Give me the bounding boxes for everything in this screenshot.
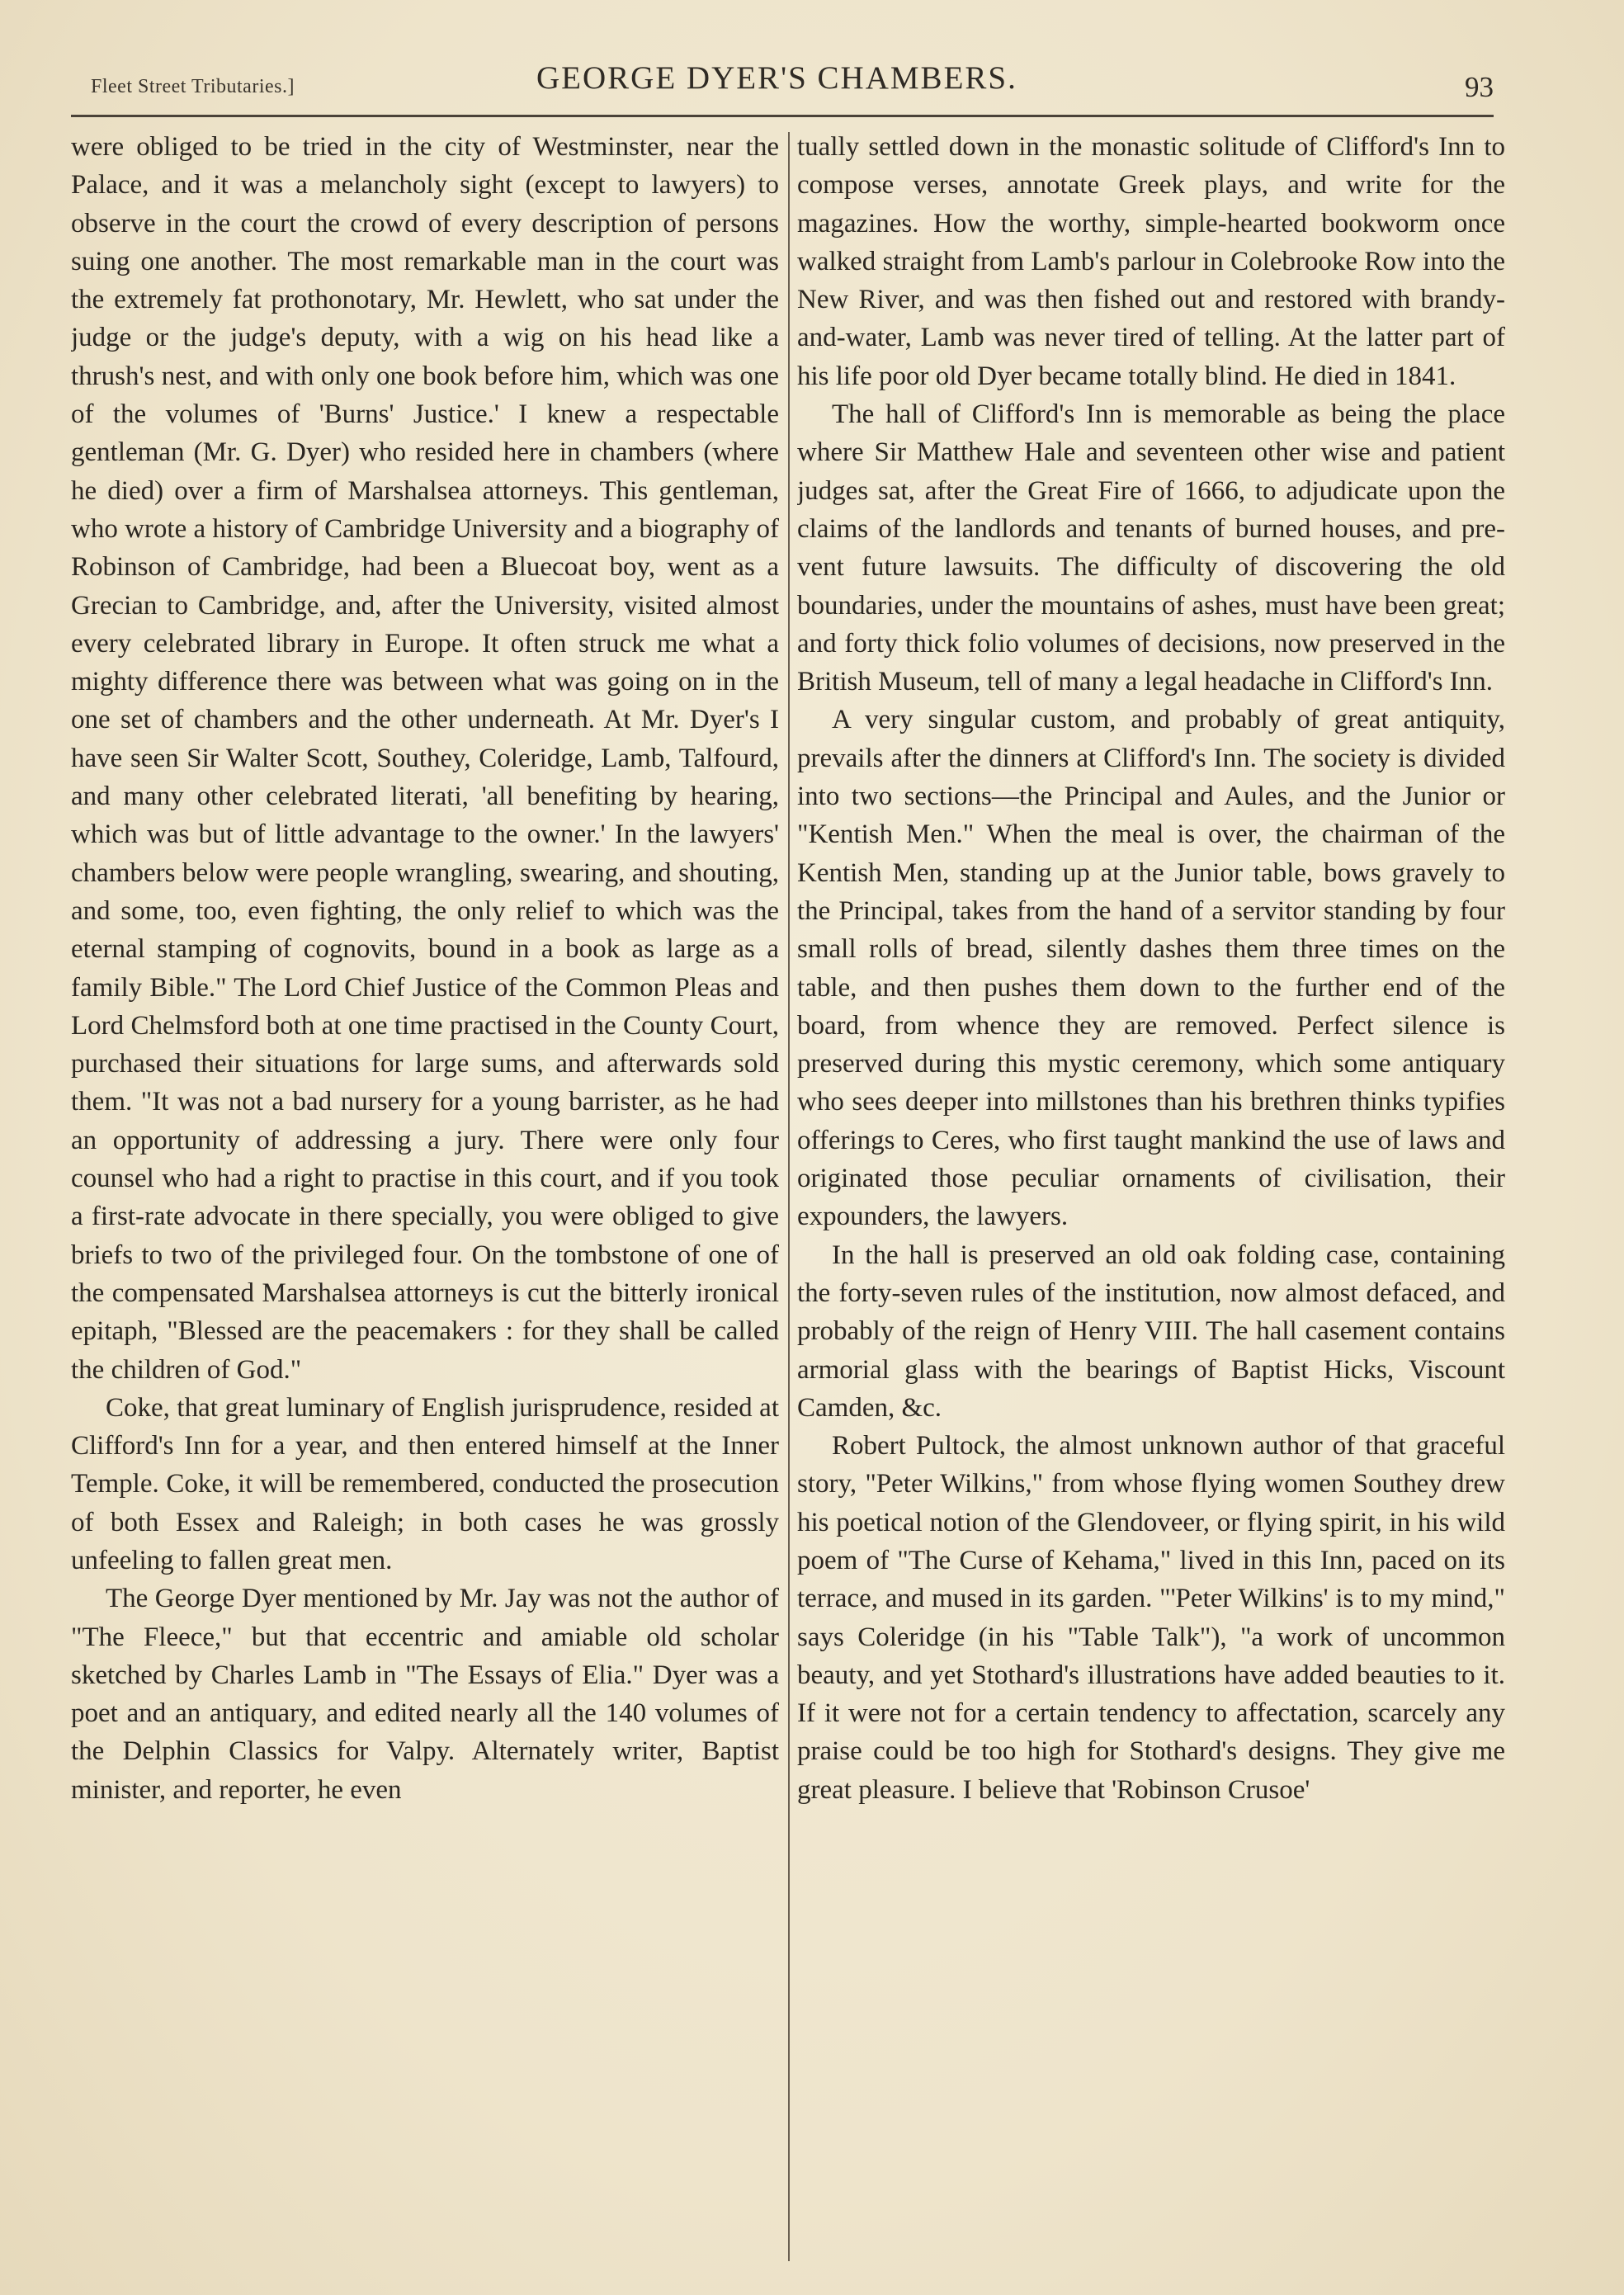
page-number: 93 [1465,71,1494,103]
left-column [71,128,779,2274]
right-column [797,128,1505,2274]
header-rule [71,115,1494,117]
running-head: Fleet Street Tributaries.] [91,76,295,97]
paragraph: The hall of Clifford's Inn is memorable as being the place where Sir Matthew Hale and seventeen other wise and patient judges sat, after the Great Fire of 1666, to adjudicate upon the claims of the landlords and tenants of burned houses, and prevent future lawsuits. The difficulty of discovering the old boundaries, under the mountains of ashes, must have been great; and forty thick folio volumes of decisions, now preserved in the British Museum, tell of many a legal headache in Clifford's Inn. [797,399,1505,697]
paragraph: tually settled down in the monastic solitude of Clifford's Inn to compose verses, annotate Greek plays, and write for the magazines. How the worthy, simple-hearted bookworm once walked straight from Lamb's parlour in Colebrooke Row into the New River, and was then fished out and restored with brandy-and-water, Lamb was never tired of telling. At the latter part of his life poor old Dyer became totally blind. He died in 1841. [797,132,1505,391]
page-header [91,59,1494,112]
column-divider [788,132,790,2261]
paragraph: were obliged to be tried in the city of Westminster, near the Palace, and it was a melancholy sight (except to lawyers) to observe in the court the crowd of every description of persons suing one another. The most remarkable man in the court was the extremely fat prothonotary, Mr. Hewlett, who sat under the judge or the judge's deputy, with a wig on his head like a thrush's nest, and with only one book before him, which was one of the volumes of 'Burns' Justice.' I knew a respectable gentleman (Mr. G. Dyer) who resided here in chambers (where he died) over a firm of Marshalsea attorneys. This gentleman, who wrote a history of Cambridge University and a biography of Robinson of Cambridge, had been a Bluecoat boy, went as a Grecian to Cambridge, and, after the University, visited almost every celebrated library in Europe. It often struck me what a mighty difference there was between what was going on in the one set of chambers and the other underneath. At Mr. Dyer's I have seen Sir Walter Scott, Southey, Coleridge, Lamb, Talfourd, and many other celebrated literati, 'all benefiting by hearing, which was but of little advantage to the owner.' In the lawyers' chambers below were people wrangling, swearing, and shouting, and some, too, even fighting, the only relief to which was the eternal stamping of cognovits, bound in a book as large as a family Bible." The Lord Chief Justice of the Common Pleas and Lord Chelmsford both at one time practised in the County Court, purchased their situations for large sums, and afterwards sold them. "It was not a bad nursery for a young barrister, as he had an opportunity of addressing a jury. There were only four counsel who had a right to practise in this court, and if you took a first-rate advocate in there specially, you were obliged to give briefs to two of the privileged four. On the tombstone of one of the compensated Marshalsea attorneys is cut the bitterly ironical epitaph, "Blessed are the peacemakers : for they shall be called the children of God." [71,132,779,1385]
paragraph: A very singular custom, and probably of great antiquity, prevails after the dinners at Clifford's Inn. The society is divided into two sections—the Principal and Aules, and the Junior or "Kentish Men." When the meal is over, the chairman of the Kentish Men, standing up at the Junior table, bows gravely to the Principal, takes from the hand of a servitor standing by four small rolls of bread, silently dashes them three times on the table, and then pushes them down to the further end of the board, from whence they are removed. Perfect silence is preserved during this mystic ceremony, which some antiquary who sees deeper into millstones than his brethren thinks typifies offerings to Ceres, who first taught mankind the use of laws and originated those peculiar ornaments of civilisation, their expounders, the lawyers. [797,705,1505,1232]
paragraph: In the hall is preserved an old oak folding case, containing the forty-seven rules of the institution, now almost defaced, and probably of the reign of Henry VIII. The hall casement contains armorial glass with the bearings of Baptist Hicks, Viscount Camden, &c. [797,1240,1505,1423]
paragraph: The George Dyer mentioned by Mr. Jay was not the author of "The Fleece," but that eccentric and amiable old scholar sketched by Charles Lamb in "The Essays of Elia." Dyer was a poet and an antiquary, and edited nearly all the 140 volumes of the Delphin Classics for Valpy. Alternately writer, Baptist minister, and reporter, he even [71,1584,779,1805]
page-title: GEORGE DYER'S CHAMBERS. [536,60,1017,96]
paragraph: Robert Pultock, the almost unknown author of that graceful story, "Peter Wilkins," from whose flying women Southey drew his poetical notion of the Glendoveer, or flying spirit, in his wild poem of "The Curse of Kehama," lived in this Inn, paced on its terrace, and mused in its garden. "'Peter Wilkins' is to my mind," says Coleridge (in his "Table Talk"), "a work of uncommon beauty, and yet Stothard's illustrations have added beauties to it. If it were not for a certain tendency to affectation, scarcely any praise could be too high for Stothard's designs. They give me great pleasure. I believe that 'Robinson Crusoe' [797,1431,1505,1805]
paragraph: Coke, that great luminary of English jurisprudence, resided at Clifford's Inn for a year, and then entered himself at the Inner Temple. Coke, it will be remembered, conducted the prosecution of both Essex and Raleigh; in both cases he was grossly unfeeling to fallen great men. [71,1392,779,1575]
